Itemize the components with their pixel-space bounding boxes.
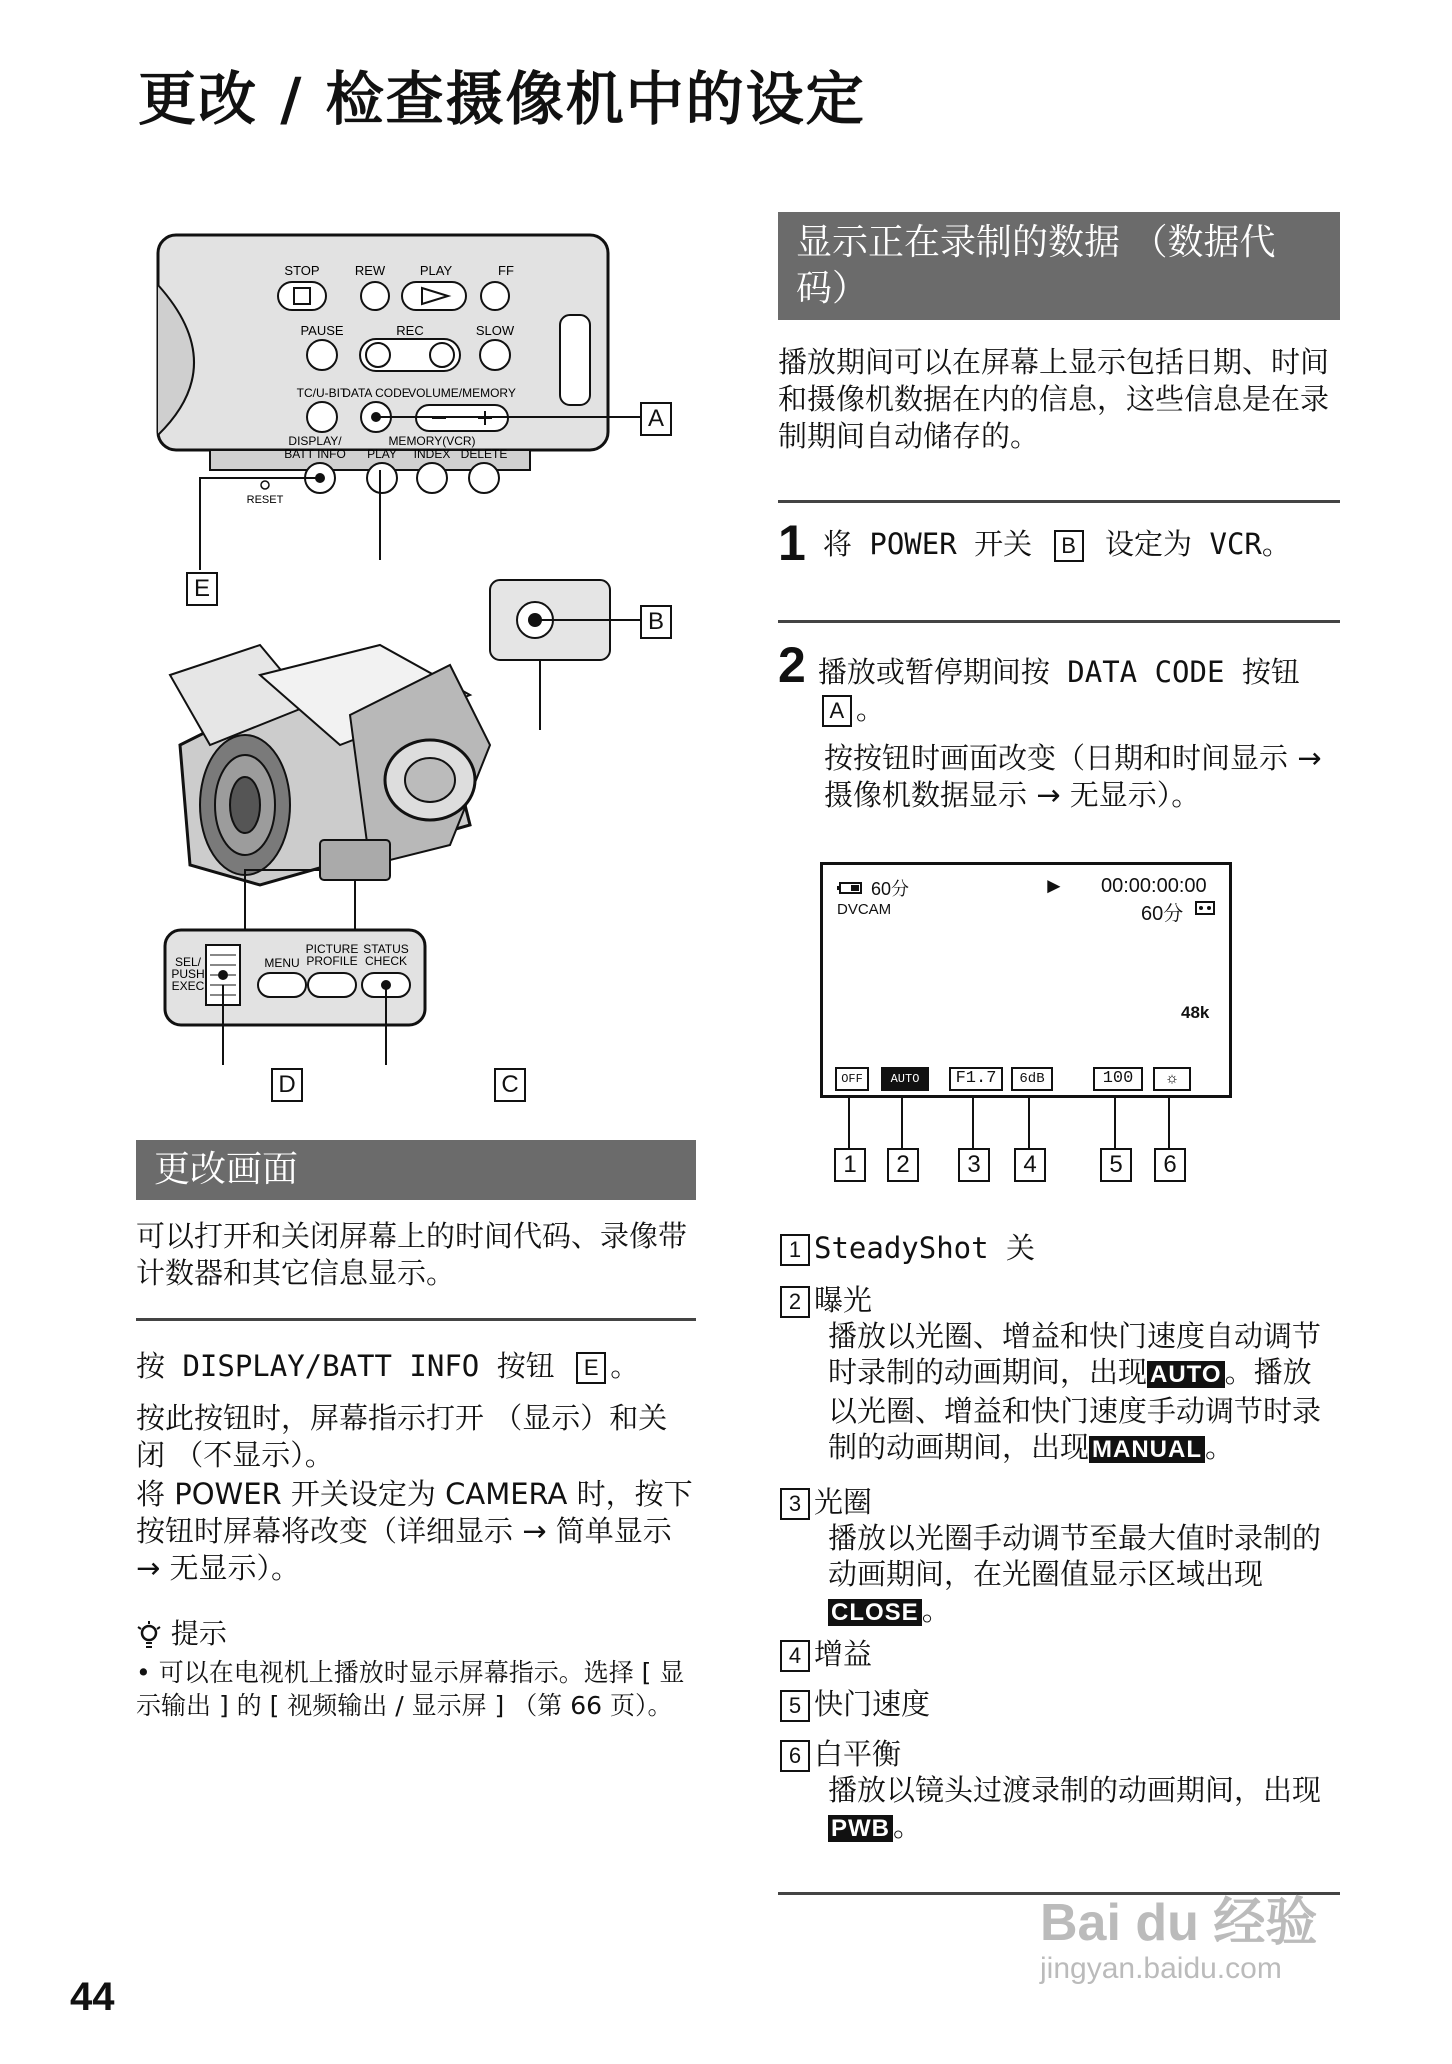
item-title: 曝光: [814, 1283, 873, 1317]
page-title: 更改 / 检查摄像机中的设定: [138, 65, 866, 133]
left-step-text: 按 DISPLAY/BATT INFO 按钮: [136, 1349, 573, 1383]
audio-mode: 48k: [1181, 1003, 1210, 1022]
lcd-leader-lines: [820, 1096, 1232, 1156]
item-body: 播放以光圈手动调节至最大值时录制的动画期间，在光圈值显示区域出现CLOSE 。: [828, 1521, 1322, 1627]
index-label: INDEX: [413, 447, 451, 461]
step-2-suffix: 。: [855, 692, 885, 726]
left-body-1: 按此按钮时，屏幕指示打开 （显示）和关闭 （不显示）。: [136, 1401, 668, 1472]
step-2: [778, 636, 1340, 728]
battery-icon: [837, 881, 863, 895]
watermark-url: jingyan.baidu.com: [1040, 1952, 1282, 1985]
left-intro: 可以打开和关闭屏幕上的时间代码、录像带计数器和其它信息显示。: [136, 1219, 688, 1290]
sel-label: SEL/: [174, 955, 202, 969]
menu-label: MENU: [264, 956, 300, 970]
lcd-screen: [820, 862, 1232, 1098]
step-1-text: [823, 527, 1291, 561]
delete-label: DELETE: [460, 447, 508, 461]
ff-label: FF: [498, 263, 514, 278]
tcubit-label: TC/U-BIT: [296, 386, 348, 400]
tip-text: • 可以在电视机上播放时显示屏幕指示。选择 [ 显示输出 ] 的 [ 视频输出 / 显示屏 ] （第 66 页）。: [136, 1658, 685, 1720]
stop-label: STOP: [284, 263, 320, 278]
stop-button[interactable]: [278, 282, 326, 310]
right-intro: 播放期间可以在屏幕上显示包括日期、时间和摄像机数据在内的信息，这些信息是在录制期间自动储存的。: [778, 345, 1330, 453]
item-title: 增益: [814, 1637, 873, 1671]
mplay-label: PLAY: [367, 447, 397, 461]
pause-label: PAUSE: [300, 323, 344, 338]
menu-button[interactable]: [258, 973, 306, 997]
step-2-box: A: [822, 695, 852, 727]
step-2-text: [818, 654, 1338, 728]
section-title-change-screen: 更改画面: [136, 1140, 696, 1200]
left-step-suffix: 。: [610, 1349, 640, 1383]
display-label: DISPLAY/: [288, 434, 342, 448]
list-item: [780, 1636, 1340, 1672]
delete-button[interactable]: [469, 463, 499, 493]
pwb-badge: PWB: [828, 1815, 893, 1842]
item-title: 白平衡: [814, 1737, 902, 1771]
step-1-box: B: [1054, 530, 1084, 562]
format-label: DVCAM: [837, 901, 892, 918]
lightbulb-icon: [136, 1620, 162, 1650]
item-number: 4: [780, 1640, 810, 1672]
callout-d: D: [271, 1068, 303, 1102]
tcubit-button[interactable]: [307, 402, 337, 432]
pause-button[interactable]: [307, 340, 337, 370]
divider: [778, 500, 1340, 503]
callout-e: E: [186, 572, 218, 606]
steadyshot-off-icon: OFF: [835, 1067, 869, 1091]
left-step-box: E: [576, 1352, 606, 1384]
picture-profile-button[interactable]: [308, 973, 356, 997]
check-label: CHECK: [364, 954, 408, 968]
memory-play-button[interactable]: [367, 463, 397, 493]
profile-label: PROFILE: [306, 954, 358, 968]
list-item: [780, 1736, 1340, 1847]
item-title: 快门速度: [814, 1687, 931, 1721]
index-button[interactable]: [417, 463, 447, 493]
item-number: 2: [780, 1286, 810, 1318]
item-number: 6: [780, 1740, 810, 1772]
step-1-number: 1: [778, 515, 806, 571]
play-label: PLAY: [419, 263, 453, 278]
auto-exposure-icon: AUTO: [881, 1067, 929, 1091]
gain-value: 6dB: [1011, 1067, 1053, 1091]
iris-value: F1.7: [949, 1067, 1003, 1091]
battinfo-label: BATT INFO: [284, 447, 346, 461]
rew-label: REW: [354, 263, 386, 278]
status-label: STATUS: [363, 942, 409, 956]
left-step: [136, 1348, 696, 1385]
step-1-suffix: 设定为 VCR。: [1087, 527, 1291, 561]
memory-label: MEMORY(VCR): [388, 434, 476, 448]
picture-label: PICTURE: [305, 942, 359, 956]
item-number: 3: [780, 1488, 810, 1520]
lcd-label-3: 3: [958, 1148, 990, 1182]
timecode: 00:00:00:00: [1101, 875, 1207, 897]
item-title: 光圈: [814, 1485, 873, 1519]
ff-button[interactable]: [481, 282, 509, 310]
camera-illustration: [150, 225, 690, 1105]
lcd-label-6: 6: [1154, 1148, 1186, 1182]
left-body-2: 将 POWER 开关设定为 CAMERA 时，按下按钮时屏幕将改变（详细显示 → 简单显示 → 无显示）。: [136, 1477, 693, 1585]
shutter-value: 100: [1093, 1067, 1143, 1091]
volume-label: VOLUME/MEMORY: [408, 386, 516, 400]
slow-label: SLOW: [475, 323, 515, 338]
item-body: 播放以光圈、增益和快门速度自动调节时录制的动画期间，出现 AUTO 。播放以光圈、增益和快门速度手动调节时录制的动画期间，出现 MANUAL 。: [828, 1319, 1322, 1464]
datacode-label: DATA CODE: [342, 386, 410, 400]
tape-remaining: 60分: [1141, 903, 1184, 925]
item-title: SteadyShot 关: [814, 1231, 1036, 1265]
step-2-body: 按按钮时画面改变（日期和时间显示 → 摄像机数据显示 → 无显示）。: [824, 741, 1322, 812]
step-1: [778, 514, 1340, 572]
play-icon: ►: [1043, 873, 1065, 898]
list-item: [780, 1484, 1340, 1631]
callout-c: C: [494, 1068, 526, 1102]
tip-title: 提示: [170, 1617, 227, 1650]
exec-label: EXEC: [171, 979, 205, 993]
section-title-data-code: 显示正在录制的数据 （数据代码）: [778, 212, 1340, 320]
step-1-prefix: 将 POWER 开关: [822, 527, 1050, 561]
callout-b: B: [640, 605, 672, 639]
reset-label: RESET: [246, 494, 284, 506]
watermark-brand: Bai du 经验: [1040, 1894, 1318, 1952]
step-2-prefix: 播放或暂停期间按 DATA CODE 按钮: [817, 655, 1300, 689]
lcd-label-1: 1: [834, 1148, 866, 1182]
list-item: [780, 1230, 1340, 1266]
close-badge: CLOSE: [828, 1599, 922, 1626]
item-number: 1: [780, 1234, 810, 1266]
divider: [778, 620, 1340, 623]
item-body: 播放以镜头过渡录制的动画期间，出现PWB 。: [828, 1773, 1322, 1843]
item-number: 5: [780, 1690, 810, 1722]
play-button[interactable]: [402, 282, 466, 310]
callout-a: A: [640, 402, 672, 436]
slow-button[interactable]: [480, 340, 510, 370]
battery-time: 60分: [871, 879, 910, 899]
push-label: PUSH: [171, 967, 205, 981]
list-item: [780, 1282, 1340, 1468]
manual-badge: MANUAL: [1089, 1436, 1205, 1463]
white-balance-icon: ☼: [1153, 1067, 1191, 1091]
page-number: 44: [70, 1975, 115, 2019]
cassette-icon: [1195, 901, 1215, 915]
lcd-label-4: 4: [1014, 1148, 1046, 1182]
rec-label: REC: [396, 323, 424, 338]
rew-button[interactable]: [361, 282, 389, 310]
lcd-label-5: 5: [1100, 1148, 1132, 1182]
step-2-number: 2: [778, 637, 806, 693]
tip-heading: [136, 1612, 227, 1652]
divider: [136, 1318, 696, 1321]
lcd-label-2: 2: [887, 1148, 919, 1182]
list-item: [780, 1686, 1340, 1722]
auto-badge: AUTO: [1147, 1361, 1225, 1388]
